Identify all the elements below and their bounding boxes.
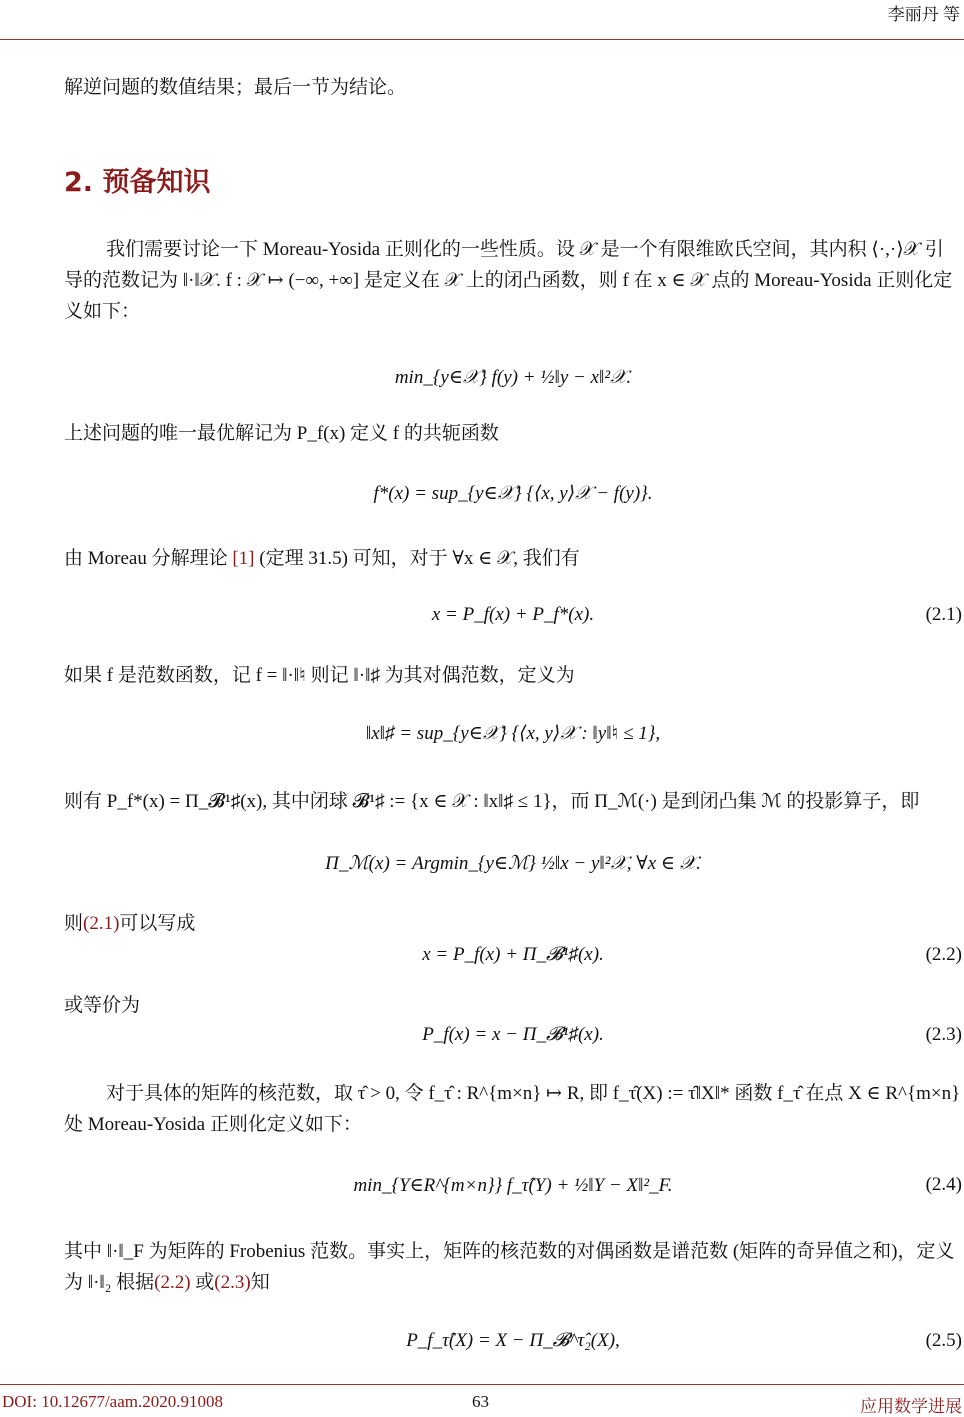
- equation-number-2-3: (2.3): [925, 1024, 962, 1045]
- paragraph-equivalent: 或等价为: [64, 995, 141, 1016]
- footer-journal-name[interactable]: 应用数学进展: [860, 1397, 962, 1416]
- text-segment: 其中 ‖·‖_F 为矩阵的 Frobenius 范数。事实上，矩阵的核范数的对偶函数是谱范数 (矩阵的奇异值之和)，定义为 ‖·‖₂ 根据: [64, 1241, 955, 1293]
- text-segment: 则: [64, 913, 84, 934]
- equation-link[interactable]: (2.3): [214, 1272, 251, 1293]
- equation-projection: Π_ℳ(x) = Argmin_{y∈ℳ} ½‖x − y‖²𝒳, ∀x ∈ 𝒳.: [325, 853, 701, 874]
- equation-2-2: x = P_f(x) + Π_𝓑¹♯(x).: [422, 944, 604, 965]
- intro-tail-paragraph: 解逆问题的数值结果；最后一节为结论。: [64, 77, 407, 98]
- equation-2-1: x = P_f(x) + P_f*(x).: [431, 604, 595, 625]
- text-segment: 可以写成: [119, 913, 196, 934]
- header-rule: [0, 39, 964, 40]
- equation-number-2-5: (2.5): [925, 1330, 962, 1351]
- equation-moreau-yosida: min_{y∈𝒳} f(y) + ½‖y − x‖²𝒳.: [394, 367, 632, 388]
- citation-link[interactable]: [1]: [232, 548, 255, 569]
- text-segment: 由 Moreau 分解理论: [64, 548, 233, 569]
- paragraph-rewrite: [64, 908, 962, 939]
- paragraph-projection: 则有 P_f*(x) = Π_𝓑¹♯(x), 其中闭球 𝓑¹♯ := {x ∈ 𝒳 : ‖x‖♯ ≤ 1}，而 Π_ℳ(·) 是到闭凸集 ℳ 的投影算子，即: [64, 791, 920, 812]
- paragraph-conjugate: 上述问题的唯一最优解记为 P_f(x) 定义 f 的共轭函数: [64, 423, 499, 444]
- paragraph-frobenius: [64, 1236, 962, 1298]
- footer-page-number: 63: [472, 1392, 489, 1411]
- footer-rule: [0, 1384, 964, 1385]
- equation-number-2-4: (2.4): [925, 1174, 962, 1195]
- equation-link[interactable]: (2.2): [154, 1272, 191, 1293]
- equation-2-3: P_f(x) = x − Π_𝓑¹♯(x).: [422, 1024, 604, 1045]
- paragraph-nuclear-norm: 对于具体的矩阵的核范数，取 τ̂ > 0, 令 f_τ̂ : R^{m×n} ↦ R, 即 f_τ̂(X) := τ̂‖X‖* 函数 f_τ̂ 在点 X ∈ R^{m×n} 处 Moreau-Yosida 正则化定义如下：: [64, 1083, 961, 1135]
- header-author: 李丽丹 等: [887, 5, 960, 24]
- text-segment: 或: [190, 1272, 215, 1293]
- text-segment: 知: [250, 1272, 270, 1293]
- equation-dual-norm: ‖x‖♯ = sup_{y∈𝒳} {⟨x, y⟩𝒳 : ‖y‖♮ ≤ 1},: [365, 723, 661, 744]
- equation-conjugate: f*(x) = sup_{y∈𝒳} {⟨x, y⟩𝒳 − f(y)}.: [373, 483, 653, 504]
- text-segment: (定理 31.5) 可知，对于 ∀x ∈ 𝒳, 我们有: [254, 548, 580, 569]
- paragraph-moreau-decomposition: [64, 543, 962, 574]
- equation-number-2-1: (2.1): [925, 604, 962, 625]
- footer-doi[interactable]: DOI: 10.12677/aam.2020.91008: [2, 1392, 223, 1411]
- paragraph-moreau-yosida: 我们需要讨论一下 Moreau-Yosida 正则化的一些性质。设 𝒳 是一个有限维欧氏空间，其内积 ⟨·,·⟩𝒳 引导的范数记为 ‖·‖𝒳. f : 𝒳 ↦ (−∞, +∞] 是定义在 𝒳 上的闭凸函数，则 f 在 x ∈ 𝒳 点的 Moreau-Yosida 正则化定义如下：: [64, 239, 953, 322]
- equation-2-5: P_f_τ̂(X) = X − Π_𝓑^τ̂₂(X),: [406, 1330, 620, 1351]
- equation-link[interactable]: (2.1): [83, 913, 120, 934]
- paragraph-norm-function: 如果 f 是范数函数，记 f = ‖·‖♮ 则记 ‖·‖♯ 为其对偶范数，定义为: [64, 665, 575, 686]
- equation-2-4: min_{Y∈R^{m×n}} f_τ̂(Y) + ½‖Y − X‖²_F.: [353, 1175, 673, 1196]
- equation-number-2-2: (2.2): [925, 944, 962, 965]
- section-title: 2. 预备知识: [64, 167, 211, 198]
